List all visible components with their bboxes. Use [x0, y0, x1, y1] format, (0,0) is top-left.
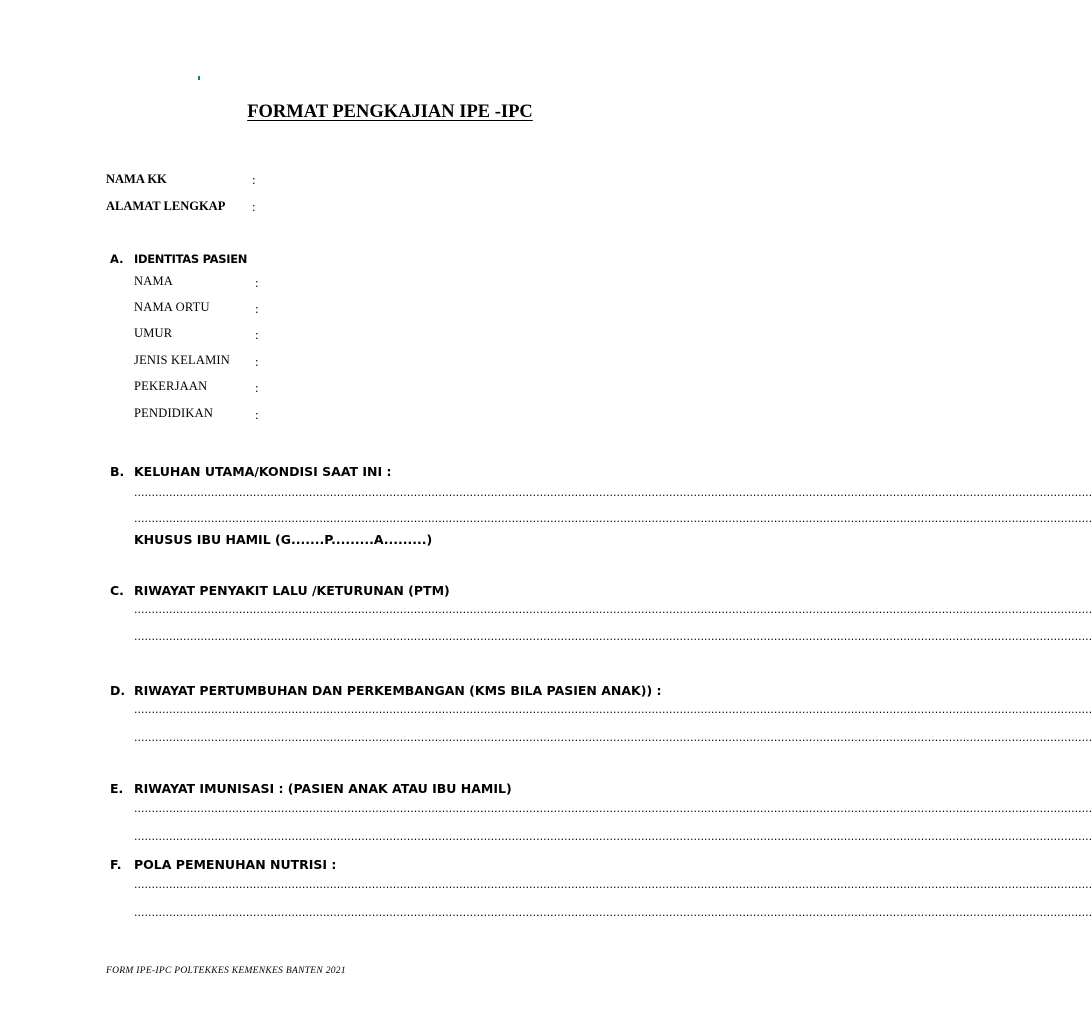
label-pekerjaan: PEKERJAAN	[134, 379, 208, 393]
page-footer: FORM IPE-IPC POLTEKKES KEMENKES BANTEN 2021	[106, 966, 346, 976]
colon: :	[255, 301, 259, 316]
colon: :	[255, 380, 259, 395]
section-c-letter: C.	[110, 583, 124, 598]
section-e-title: RIWAYAT IMUNISASI : (PASIEN ANAK ATAU IBU HAMIL)	[134, 781, 512, 796]
green-mark	[198, 76, 200, 80]
section-c-title: RIWAYAT PENYAKIT LALU /KETURUNAN (PTM)	[134, 583, 450, 598]
section-d-title: RIWAYAT PERTUMBUHAN DAN PERKEMBANGAN (KMS BILA PASIEN ANAK)) :	[134, 683, 662, 698]
dotted-line: ..................................................................................................................................................................................................................................................................................	[134, 906, 1092, 919]
colon: :	[255, 275, 259, 290]
dotted-line: ..................................................................................................................................................................................................................................................................................	[134, 486, 1092, 499]
colon: :	[255, 354, 259, 369]
dotted-line: ..................................................................................................................................................................................................................................................................................	[134, 830, 1092, 843]
section-a-title: IDENTITAS PASIEN	[134, 252, 248, 266]
colon: :	[252, 172, 256, 187]
dotted-line: ..................................................................................................................................................................................................................................................................................	[134, 630, 1092, 643]
colon: :	[255, 327, 259, 342]
dotted-line: ..................................................................................................................................................................................................................................................................................	[134, 512, 1092, 525]
section-a-letter: A.	[110, 252, 124, 266]
section-e-letter: E.	[110, 781, 124, 796]
dotted-line: ..................................................................................................................................................................................................................................................................................	[134, 731, 1092, 744]
section-b-note: KHUSUS IBU HAMIL (G.......P.........A.........)	[134, 532, 433, 547]
colon: :	[252, 199, 256, 214]
section-d-letter: D.	[110, 683, 126, 698]
dotted-line: ..................................................................................................................................................................................................................................................................................	[134, 603, 1092, 616]
section-f-title: POLA PEMENUHAN NUTRISI :	[134, 857, 337, 872]
section-b-letter: B.	[110, 464, 125, 479]
dotted-line: ..................................................................................................................................................................................................................................................................................	[134, 703, 1092, 716]
label-jenis-kelamin: JENIS KELAMIN	[134, 353, 230, 367]
page-title: FORMAT PENGKAJIAN IPE -IPC	[247, 102, 533, 122]
colon: :	[255, 407, 259, 422]
label-nama: NAMA	[134, 274, 173, 288]
section-b-title: KELUHAN UTAMA/KONDISI SAAT INI :	[134, 464, 392, 479]
label-pendidikan: PENDIDIKAN	[134, 406, 214, 420]
label-nama-ortu: NAMA ORTU	[134, 300, 210, 314]
dotted-line: ..................................................................................................................................................................................................................................................................................	[134, 802, 1092, 815]
label-umur: UMUR	[134, 326, 173, 340]
label-alamat-lengkap: ALAMAT LENGKAP	[106, 199, 226, 213]
label-nama-kk: NAMA KK	[106, 172, 167, 186]
dotted-line: ..................................................................................................................................................................................................................................................................................	[134, 878, 1092, 891]
section-f-letter: F.	[110, 857, 122, 872]
